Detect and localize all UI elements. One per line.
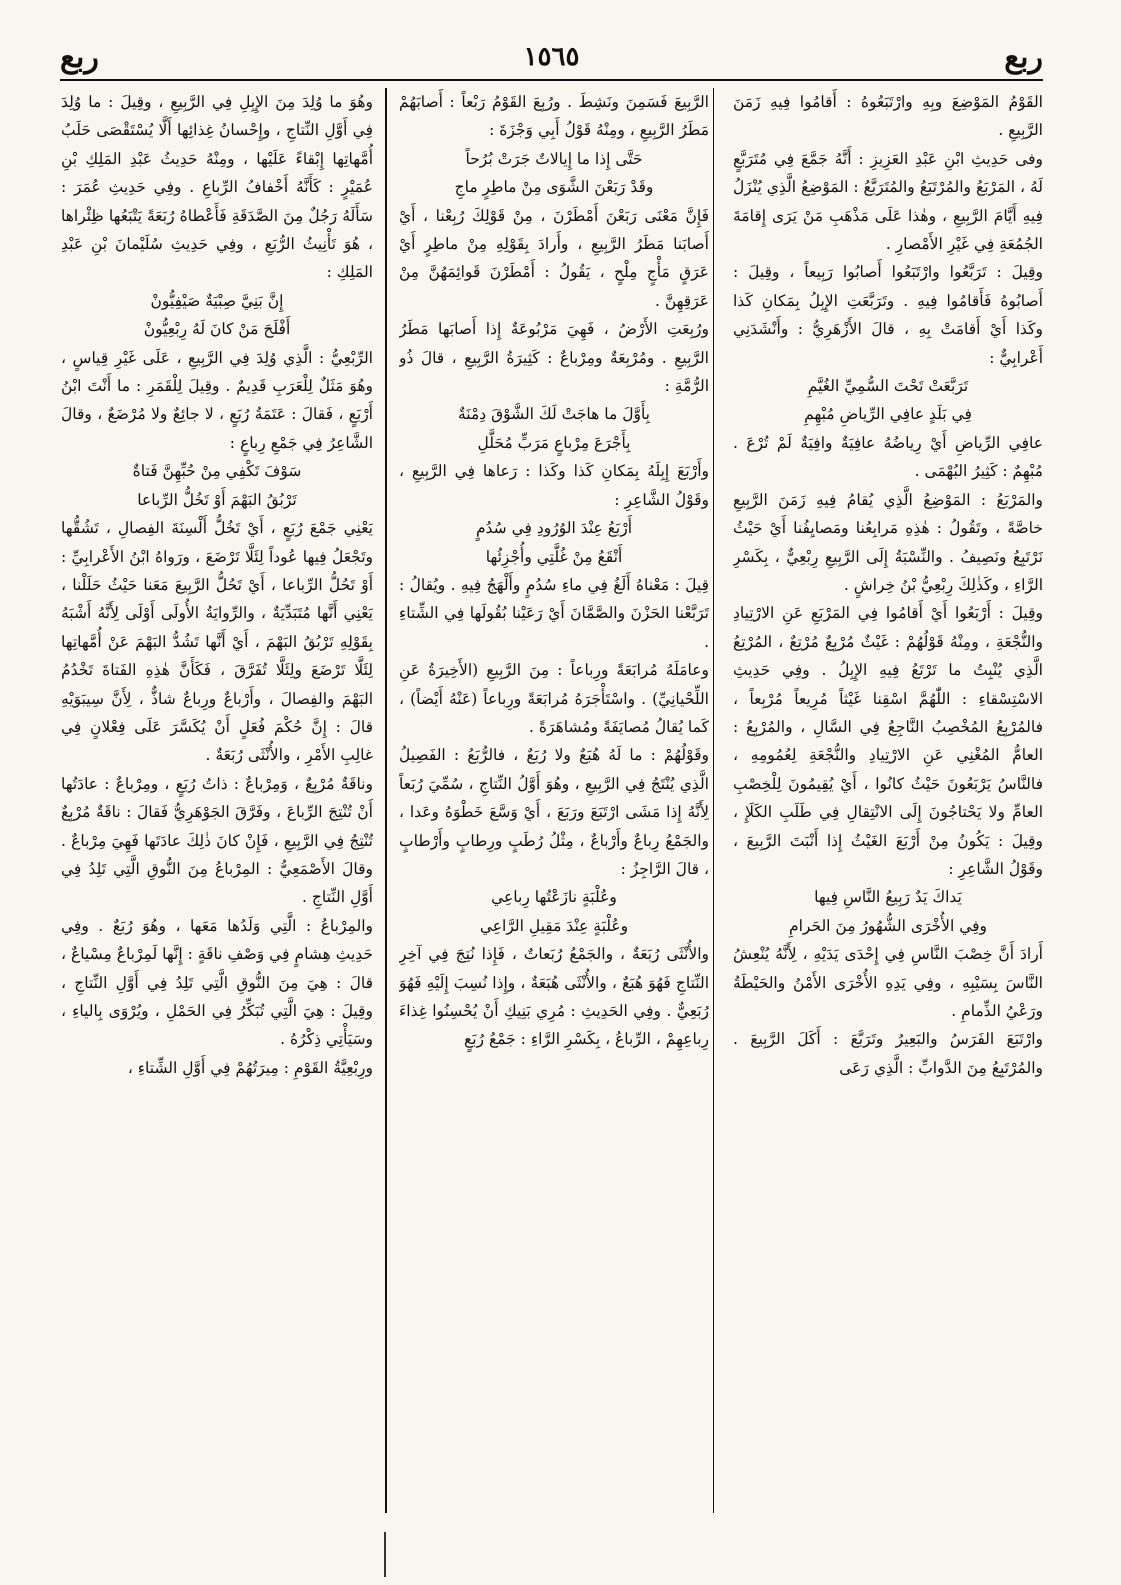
entry-paragraph: القَوْمُ المَوْضِعَ وبِهِ وارْتَبَعُوهُ : أَقامُوا فِيهِ زَمَنَ الرَّبِيعِ . xyxy=(733,93,1043,140)
verse-line: حَتَّى إِذا ما إِيالاتٌ جَرَتْ بُرُحاً xyxy=(465,149,643,168)
column-divider-tail xyxy=(384,1532,386,1577)
entry-paragraph: ورِبْعِيَّةُ القَوْمِ : مِيرَتُهُمْ فِي أَوَّلِ الشِّتاءِ ، xyxy=(127,1058,373,1077)
verse-line: وعُلْبَةٍ نازَعْتُها رِباعِي xyxy=(491,888,617,907)
entry-paragraph: عافِي الرِّياضِ أَيْ رِياضُهُ عافِيَةٌ وافِيَةٌ لَمْ تُرْعَ . مُبْهِمٌ : كَثِيرُ البُهْمَى . xyxy=(733,433,1043,481)
entry-paragraph: وقَوْلُهُمْ : ما لَهُ هُبَعٌ ولا رُبَعٌ ، فالرُّبَعُ : الفَصِيلُ الَّذِي يُنْتَجُ فِي الرَّبِيعِ ، وهُوَ أَوَّلُ النِّتاجِ ، سُمِّيَ رُبَعاً لِأَنَّهُ إِذا مَشَى ارْتَبَعَ ورَبَعَ ، أَيْ وَسَّعَ خَطْوَهُ وعَدا ، والجَمْعُ رِباعٌ وأَرْباعٌ ، مِثْلُ رُطَبٍ ورِطابٍ وأَرْطابٍ ، قالَ الرَّاجِزُ : xyxy=(399,746,709,878)
entry-paragraph: والمِرْباعُ : الَّتِي وَلَدُها مَعَها ، وهُوَ رُبَعٌ . وفِي حَدِيثِ هِشامٍ فِي وَصْفِ ناقَةٍ : إِنَّها لَمِرْباعٌ مِسْياعٌ ، قالَ : هِيَ مِنَ النُّوقِ الَّتِي تَلِدُ فِي أَوَّلِ النِّتاجِ ، وقِيلَ : هِيَ الَّتِي تُبَكِّرُ فِي الحَمْلِ ، ويُرْوَى بِالياءِ ، وسَيَأْتِي ذِكْرُهُ . xyxy=(61,916,373,1049)
entry-paragraph: وقِيلَ : تَرَبَّعُوا وارْتَبَعُوا أَصابُوا رَبِيعاً ، وقِيلَ : أَصابُوهُ فَأَقامُوا فِيهِ . وتَرَبَّعَتِ الإِبِلُ بِمَكانِ كَذا وكَذا أَيْ أَقامَتْ بِهِ ، قالَ الأَزْهَرِيُّ : وأَنْشَدَنِي أَعْرابِيٌّ : xyxy=(733,263,1043,367)
verse-line: تَرَبَّعَتْ تَحْتَ السُّمِيِّ الغُيَّمِ xyxy=(807,377,969,396)
entry-paragraph: وارْتَبَعَ الفَرَسُ والبَعِيرُ وتَرَبَّعَ : أَكَلَ الرَّبِيعَ . والمُرْتَبِعُ مِنَ الدَّوابِّ : الَّذِي رَعَى xyxy=(733,1030,1043,1077)
page-number: ١٥٦٥ xyxy=(523,42,580,72)
text-column-middle xyxy=(399,88,709,1528)
entry-paragraph: والمَرْبَعُ : المَوْضِعُ الَّذِي يُقامُ فِيهِ زَمَنَ الرَّبِيعِ خاصَّةً ، وتَقُولُ : هٰذِهِ مَرابِعُنا ومَصايِفُنا أَيْ حَيْثُ نَرْتَبِعُ ونَصِيفُ . والنِّسْبَةُ إِلَى الرَّبِيعِ رِبْعِيٌّ ، بِكَسْرِ الرَّاءِ ، وكَذٰلِكَ رِبْعِيُّ بْنُ خِراشٍ . xyxy=(733,490,1043,594)
verse-line: أَفْلَحَ مَنْ كانَ لَهُ رِبْعِيُّونْ xyxy=(143,320,291,339)
header-root-word-left: ربع xyxy=(60,40,99,75)
entry-paragraph: وهُوَ ما وُلِدَ مِنَ الإِبِلِ فِي الرَّبِيعِ ، وقِيلَ : ما وُلِدَ فِي أَوَّلِ النِّتاجِ ، وإِحْسانُ غِذائِها أَلَّا يُسْتَقْصَى حَلَبُ أُمَّهاتِها إِبْقاءً عَلَيْها ، ومِنْهُ حَدِيثُ عَبْدِ المَلِكِ بْنِ عُمَيْرٍ : كَأَنَّهُ أَخْفافُ الرِّباعِ . وفِي حَدِيثِ عُمَرَ : سَأَلَهُ رَجُلٌ مِنَ الصَّدَقَةِ فَأَعْطاهُ رُبَعَةً يَتْبَعُها ظِئْراها ، هُوَ تَأْنِيثُ الرُّبَعِ ، وفِي حَدِيثِ سُلَيْمانَ بْنِ عَبْدِ المَلِكِ : xyxy=(61,93,373,282)
entry-paragraph: وقِيلَ : أَرْبَعُوا أَيْ أَقامُوا فِي المَرْبَعِ عَنِ الارْتِيادِ والنُّجْعَةِ ، ومِنْهُ قَوْلُهُمْ : غَيْثٌ مُرْبِعٌ مُرْتِعٌ ، المُرْتِعُ الَّذِي يُنْبِتُ ما تَرْتَعُ فِيهِ الإِبِلُ . وفِي حَدِيثِ الاسْتِسْقاءِ : اللّٰهُمَّ اسْقِنا غَيْثاً مُرِيعاً مُرْبِعاً ، فالمُرْبِعُ المُخْصِبُ النَّاجِعُ فِي السَّالِ ، والمُرْبِعُ : العامُّ المُغْنِي عَنِ الارْتِيادِ والنُّجْعَةِ لِعُمُومِهِ ، فالنَّاسُ يَرْبَعُونَ حَيْثُ كانُوا ، أَيْ يُقِيمُونَ لِلْخِصْبِ العامِّ ولا يَحْتاجُونَ إِلَى الانْتِقالِ فِي طَلَبِ الكَلَإِ ، وقِيلَ : يَكُونُ مِنْ أَرْبَعَ الغَيْثُ إِذا أَنْبَتَ الرَّبِيعَ ، وقَوْلُ الشَّاعِرِ : xyxy=(733,604,1043,878)
entry-paragraph: قِيلَ : مَعْناهُ أَلَغُ فِي ماءِ سُدُمٍ وأَلْهَجُ فِيهِ . ويُقالُ : تَرَبَّعْنا الحَزْنَ والصَّمَّانَ أَيْ رَعَيْنا بُقُولَها فِي الشِّتاءِ . xyxy=(399,575,709,651)
verse-line: تَرْبُقُ البَهْمَ أَوْ تَخُلُّ الرِّباعا xyxy=(137,490,297,509)
entry-paragraph: وفى حَدِيثِ ابْنِ عَبْدِ العَزِيزِ : أَنَّهُ جَمَّعَ فِي مُتَرَبَّعٍ لَهُ ، المَرْبَعُ والمُرْتَبَعُ والمُتَرَبَّعُ : المَوْضِعُ الَّذِي يُنْزَلُ فِيهِ أَيَّامَ الرَّبِيعِ ، وهٰذا عَلَى مَذْهَبِ مَنْ يَرَى إِقامَةَ الجُمُعَةِ فِي غَيْرِ الأَمْصارِ . xyxy=(733,149,1043,254)
page-header xyxy=(60,40,1043,80)
verse-line: وقَدْ رَبَعْنَ الشَّوَى مِنْ ماطِرٍ ماجِ xyxy=(454,178,654,197)
header-rule xyxy=(60,79,1043,81)
text-column-left xyxy=(61,88,373,1528)
verse-line: وفِي الأُخْرَى الشُّهُورُ مِنَ الحَرامِ xyxy=(788,916,988,935)
entry-paragraph: الرَّبِيعَ فَسَمِنَ ونَشِطَ . ورُبِعَ القَوْمُ رَبْعاً : أَصابَهُمْ مَطَرُ الرَّبِيعِ ، ومِنْهُ قَوْلُ أَبِي وَجْزَةَ : xyxy=(399,93,709,140)
verse-line: أَرْبَعُ عِنْدَ الوُرُودِ فِي سُدُمٍ xyxy=(475,519,633,538)
entry-paragraph: والأُنْثَى رُبَعَةٌ ، والجَمْعُ رُبَعاتٌ ، فَإِذا نُتِجَ فِي آخِرِ النِّتاجِ فَهُوَ هُبَعٌ ، والأُنْثَى هُبَعَةٌ ، وإِذا نُسِبَ إِلَيْهِ فَهُوَ رُبَعِيٌّ . وفِي الحَدِيثِ : مُرِي بَنِيكِ أَنْ يُحْسِنُوا غِذاءَ رِباعِهِمْ ، الرِّباعُ ، بِكَسْرِ الرَّاءِ : جَمْعُ رُبَعٍ xyxy=(399,945,709,1049)
entry-paragraph: الرِّبْعِيُّ : الَّذِي وُلِدَ فِي الرَّبِيعِ ، عَلَى غَيْرِ قِياسٍ ، وهُوَ مَثَلٌ لِلْعَرَبِ قَدِيمٌ . وقِيلَ لِلْقَمَرِ : ما أَنْتَ ابْنُ أَرْبَعٍ ، فَقالَ : عَتَمَةُ رُبَعٍ ، لا جائِعٌ ولا مُرْضَعٌ ، وقالَ الشَّاعِرُ فِي جَمْعِ رِباعٍ : xyxy=(61,348,373,452)
verse-line: وعُلْبَةٍ عِنْدَ مَقِيلِ الرَّاعِي xyxy=(479,916,629,935)
entry-paragraph: وعامَلَهُ مُرابَعَةً ورِباعاً : مِنَ الرَّبِيعِ (الأَخِيرَةُ عَنِ اللِّحْيانِيِّ) . واسْتَأْجَرَهُ مُرابَعَةً ورِباعاً (عَنْهُ أَيْضاً) ، كَما يُقالُ مُصايَفَةً ومُشاهَرَةً . xyxy=(399,661,709,736)
text-column-right xyxy=(733,88,1043,1528)
verse-line: أَنْقَعُ مِنْ غُلَّتِي وأُجْزِئُها xyxy=(485,547,623,566)
verse-line: سَوْفَ تَكْفِي مِنْ حُبِّهِنَّ فَتاةٌ xyxy=(132,462,302,481)
verse-line: بِأَجْرَعَ مِرْباعٍ مَرَبٍّ مُحَلَّلِ xyxy=(477,433,631,452)
verse-line: بِأَوَّلَ ما هاجَتْ لَكَ الشَّوْقَ دِمْنَةٌ xyxy=(457,405,650,424)
column-divider xyxy=(713,88,714,1513)
entry-paragraph: ورُبِعَتِ الأَرْضُ ، فَهِيَ مَرْبُوعَةٌ إِذا أَصابَها مَطَرُ الرَّبِيعِ . ومُرْبِعَةٌ ومِرْباعٌ : كَثِيرَةُ الرَّبِيعِ ، قالَ ذُو الرُّمَّةِ : xyxy=(399,320,709,396)
verse-line: إِنَّ بَنِيَّ صِبْيَةٌ صَيْفِيُّونْ xyxy=(150,291,284,310)
verse-line: يَداكَ يَدٌ رَبِيعُ النَّاسِ فِيها xyxy=(814,888,962,907)
header-root-word-right: ربع xyxy=(1004,40,1043,75)
column-divider xyxy=(385,88,387,1513)
entry-paragraph: يَعْنِي جَمْعَ رُبَعٍ ، أَيْ تَخُلُّ أَلْسِنَةَ الفِصالِ ، تَشُقُّها وتَجْعَلُ فِيها عُوداً لِئَلَّا تَرْضَعَ ، ورَواهُ ابْنُ الأَعْرابِيِّ : أَوْ تَحُلُّ الرِّباعا ، أَيْ تَحُلُّ الرَّبِيعَ مَعَنا حَيْثُ حَلَلْنا ، يَعْنِي أَنَّها مُتَبَدِّيَةٌ ، والرِّوايَةُ الأُولَى أَوْلَى لِأَنَّهُ أَشْبَهُ بِقَوْلِهِ تَرْبُقُ البَهْمَ ، أَيْ أَنَّها تَشُدُّ البَهْمَ عَنْ أُمَّهاتِها لِئَلَّا تَرْضَعَ ولِئَلَّا تُفَرَّقَ ، فَكَأَنَّ هٰذِهِ الفَتاةَ تَخْدُمُ البَهْمَ والفِصالَ ، وأَرْباعٌ ورِباعٌ شاذٌّ ، لِأَنَّ سِيبَوَيْهِ قالَ : إِنَّ حُكْمَ فُعَلٍ أَنْ يُكَسَّرَ عَلَى فِعْلانٍ فِي غالِبِ الأَمْرِ ، والأُنْثَى رُبَعَةٌ . xyxy=(61,519,373,765)
entry-paragraph: وناقَةٌ مُرْبِعٌ ، وَمِرْباعٌ : ذاتُ رُبَعٍ ، ومِرْباعٌ : عادَتُها أَنْ تُنْتِجَ الرِّباعَ ، وفَرَّقَ الجَوْهَرِيُّ فَقالَ : ناقَةٌ مُرْبِعٌ تُنْتِجُ فِي الرَّبِيعِ ، فَإِنْ كانَ ذٰلِكَ عادَتَها فَهِيَ مِرْباعٌ . وقالَ الأَصْمَعِيُّ : المِرْباعُ مِنَ النُّوقِ الَّتِي تَلِدُ فِي أَوَّلِ النِّتاجِ . xyxy=(61,774,373,907)
entry-paragraph: وأَرْبَعَ إِبِلَهُ بِمَكانِ كَذا وكَذا : رَعاها فِي الرَّبِيعِ ، وقَوْلُ الشَّاعِرِ : xyxy=(399,462,709,509)
verse-line: فِي بَلَدٍ عافِي الرِّياضِ مُبْهِمِ xyxy=(804,405,972,424)
entry-paragraph: فَإِنَّ مَعْنَى رَبَعْنَ أَمْطَرْنَ ، مِنْ قَوْلِكَ رُبِعْنا ، أَيْ أَصابَنا مَطَرُ الرَّبِيعِ ، وأَرادَ بِقَوْلِهِ مِنْ ماطِرٍ أَيْ عَرَقٍ مَأْجٍ مِلْحٍ ، يَقُولُ : أَمْطَرْنَ قَوائِمَهُنَّ مِنْ عَرَقِهِنَّ . xyxy=(399,206,709,310)
entry-paragraph: أَرادَ أَنَّ خِصْبَ النَّاسِ فِي إِحْدَى يَدَيْهِ ، لِأَنَّهُ يُنْعِشُ النَّاسَ بِسَيْبِهِ ، وفِي يَدِهِ الأُخْرَى الأَمْنُ والحَيْطَةُ ورَعْيُ الذِّمامِ . xyxy=(733,945,1043,1020)
